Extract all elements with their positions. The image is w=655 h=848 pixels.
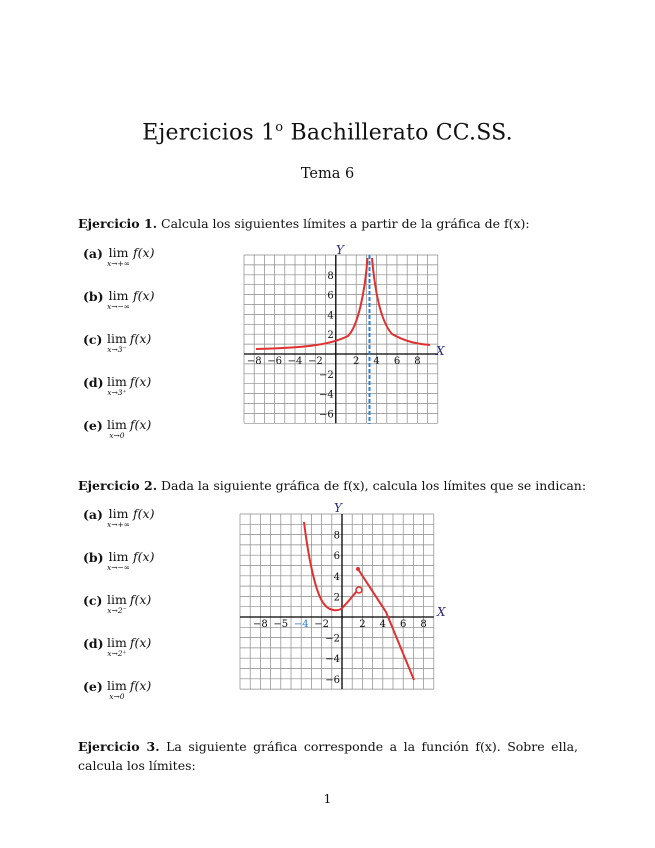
- exercise-2-item-5: [83, 679, 151, 709]
- limit-operator: [107, 679, 127, 701]
- item-label: (b): [83, 289, 104, 304]
- limit-word: lim: [107, 331, 127, 346]
- limit-word: lim: [108, 245, 129, 260]
- x-tick-label: 8: [414, 356, 421, 367]
- item-label: (a): [83, 246, 103, 261]
- graph-1-curve-right: [372, 258, 430, 345]
- limit-subscript: x→0: [109, 431, 125, 440]
- y-tick-label: −4: [319, 389, 334, 401]
- exercise-2-item-2: [83, 550, 154, 580]
- exercise-1-graph: [238, 242, 448, 427]
- limit-subscript: x→−∞: [107, 302, 131, 311]
- limit-subscript: x→+∞: [107, 520, 131, 529]
- x-tick-label: −2: [314, 619, 329, 630]
- item-label: (a): [83, 507, 103, 522]
- exercise-1-item-3: [83, 332, 151, 362]
- limit-subscript: x→+∞: [107, 259, 131, 268]
- exercise-3-heading: [78, 737, 578, 775]
- limit-operator: [107, 418, 127, 440]
- graph-1-curve-left: [256, 258, 368, 349]
- limit-word: lim: [108, 288, 129, 303]
- limit-word: lim: [108, 549, 129, 564]
- limit-operator: [107, 289, 130, 311]
- x-tick-label: 2: [359, 619, 366, 630]
- x-tick-label: 6: [393, 356, 401, 367]
- x-tick-label: −4: [287, 356, 303, 367]
- graph-1-x-axis-label: X: [436, 344, 445, 358]
- exercise-1-item-2: [83, 289, 154, 319]
- y-tick-label: 8: [333, 530, 340, 542]
- limit-subscript: x→2⁺: [107, 649, 127, 658]
- limit-operator: [107, 332, 127, 354]
- exercise-2-item-1: [83, 507, 154, 537]
- limit-operator: [107, 246, 130, 268]
- x-tick-label: −8: [253, 619, 268, 630]
- limit-word: lim: [107, 635, 127, 650]
- exercise-1-item-1: [83, 246, 154, 276]
- exercise-2-text: Dada la siguiente gráfica de f(x), calcula los límites que se indican:: [161, 478, 587, 493]
- limit-operator: [107, 507, 130, 529]
- limit-word: lim: [108, 506, 129, 521]
- item-label: (b): [83, 550, 104, 565]
- y-tick-label: −2: [325, 633, 340, 645]
- exercise-1-item-5: [83, 418, 151, 448]
- exercise-2-heading: [78, 478, 586, 493]
- x-tick-label: −4: [293, 619, 309, 630]
- limit-subscript: x→2⁻: [107, 606, 127, 615]
- exercise-1-heading: [78, 216, 530, 231]
- y-tick-label: −6: [325, 674, 340, 686]
- x-tick-label: −6: [267, 356, 282, 367]
- item-label: (c): [83, 593, 103, 608]
- graph-2-open-point: [356, 587, 362, 593]
- limit-subscript: x→0: [109, 692, 125, 701]
- exercise-2-item-4: [83, 636, 151, 666]
- limit-subscript: x→3⁺: [107, 388, 127, 397]
- limit-expression: f(x): [133, 245, 155, 260]
- limit-expression: f(x): [129, 635, 152, 650]
- graph-2-tick-labels: [253, 531, 427, 686]
- limit-word: lim: [107, 417, 127, 432]
- x-tick-label: 8: [420, 619, 427, 630]
- x-tick-label: −5: [273, 619, 289, 630]
- page-title: Ejercicios 1$^o$ Bachillerato CC.SS.: [142, 120, 513, 146]
- page-subtitle: Tema 6: [300, 166, 355, 182]
- limit-operator: [107, 593, 127, 615]
- item-label: (d): [83, 636, 104, 651]
- y-tick-label: −2: [319, 369, 334, 381]
- limit-operator: [107, 550, 130, 572]
- item-label: (d): [83, 375, 104, 390]
- item-label: (c): [83, 332, 103, 347]
- x-tick-label: −8: [246, 356, 262, 367]
- limit-expression: f(x): [129, 592, 152, 607]
- limit-subscript: x→−∞: [107, 563, 131, 572]
- exercise-2-item-3: [83, 593, 151, 623]
- x-tick-label: 2: [353, 356, 360, 367]
- y-tick-label: −4: [325, 654, 340, 666]
- exercise-1-item-4: [83, 375, 151, 405]
- limit-word: lim: [107, 678, 127, 693]
- x-tick-label: 6: [400, 619, 407, 630]
- y-tick-label: 6: [327, 290, 334, 302]
- limit-operator: [107, 375, 127, 397]
- exercise-2-label: Ejercicio 2.: [78, 478, 158, 493]
- y-tick-label: 8: [327, 270, 334, 282]
- y-tick-label: −6: [319, 409, 334, 421]
- graph-2-y-axis-label: Y: [334, 502, 342, 515]
- graph-1-y-axis-label: Y: [336, 243, 344, 257]
- limit-expression: f(x): [133, 549, 155, 564]
- limit-expression: f(x): [129, 331, 152, 346]
- x-tick-label: 4: [379, 619, 386, 630]
- exercise-1-text: Calcula los siguientes límites a partir de la gráfica de f(x):: [161, 216, 530, 231]
- exercise-3-label: Ejercicio 3.: [78, 739, 160, 754]
- limit-expression: f(x): [129, 678, 152, 693]
- exercise-2-graph: [236, 502, 450, 692]
- page-number: 1: [323, 791, 332, 806]
- limit-expression: f(x): [129, 374, 152, 389]
- item-label: (e): [83, 679, 103, 694]
- y-tick-label: 6: [333, 551, 340, 563]
- graph-2-x-axis-label: X: [437, 605, 446, 619]
- exercise-1-label: Ejercicio 1.: [78, 216, 158, 231]
- y-tick-label: 4: [327, 310, 334, 322]
- y-tick-label: 2: [333, 592, 340, 604]
- item-label: (e): [83, 418, 103, 433]
- limit-subscript: x→3⁻: [107, 345, 127, 354]
- limit-word: lim: [107, 592, 127, 607]
- graph-1-tick-labels: [247, 271, 421, 421]
- limit-expression: f(x): [133, 506, 155, 521]
- graph-2-curve-left: [304, 522, 358, 610]
- limit-expression: f(x): [133, 288, 155, 303]
- limit-operator: [107, 636, 127, 658]
- y-tick-label: 4: [333, 571, 340, 583]
- x-tick-label: −2: [308, 356, 323, 367]
- limit-expression: f(x): [129, 417, 152, 432]
- exercise-3-text: La siguiente gráfica corresponde a la función f(x). Sobre ella, calcula los límites:: [78, 739, 578, 773]
- y-tick-label: 2: [327, 330, 334, 342]
- x-tick-label: 4: [373, 356, 380, 367]
- limit-word: lim: [107, 374, 127, 389]
